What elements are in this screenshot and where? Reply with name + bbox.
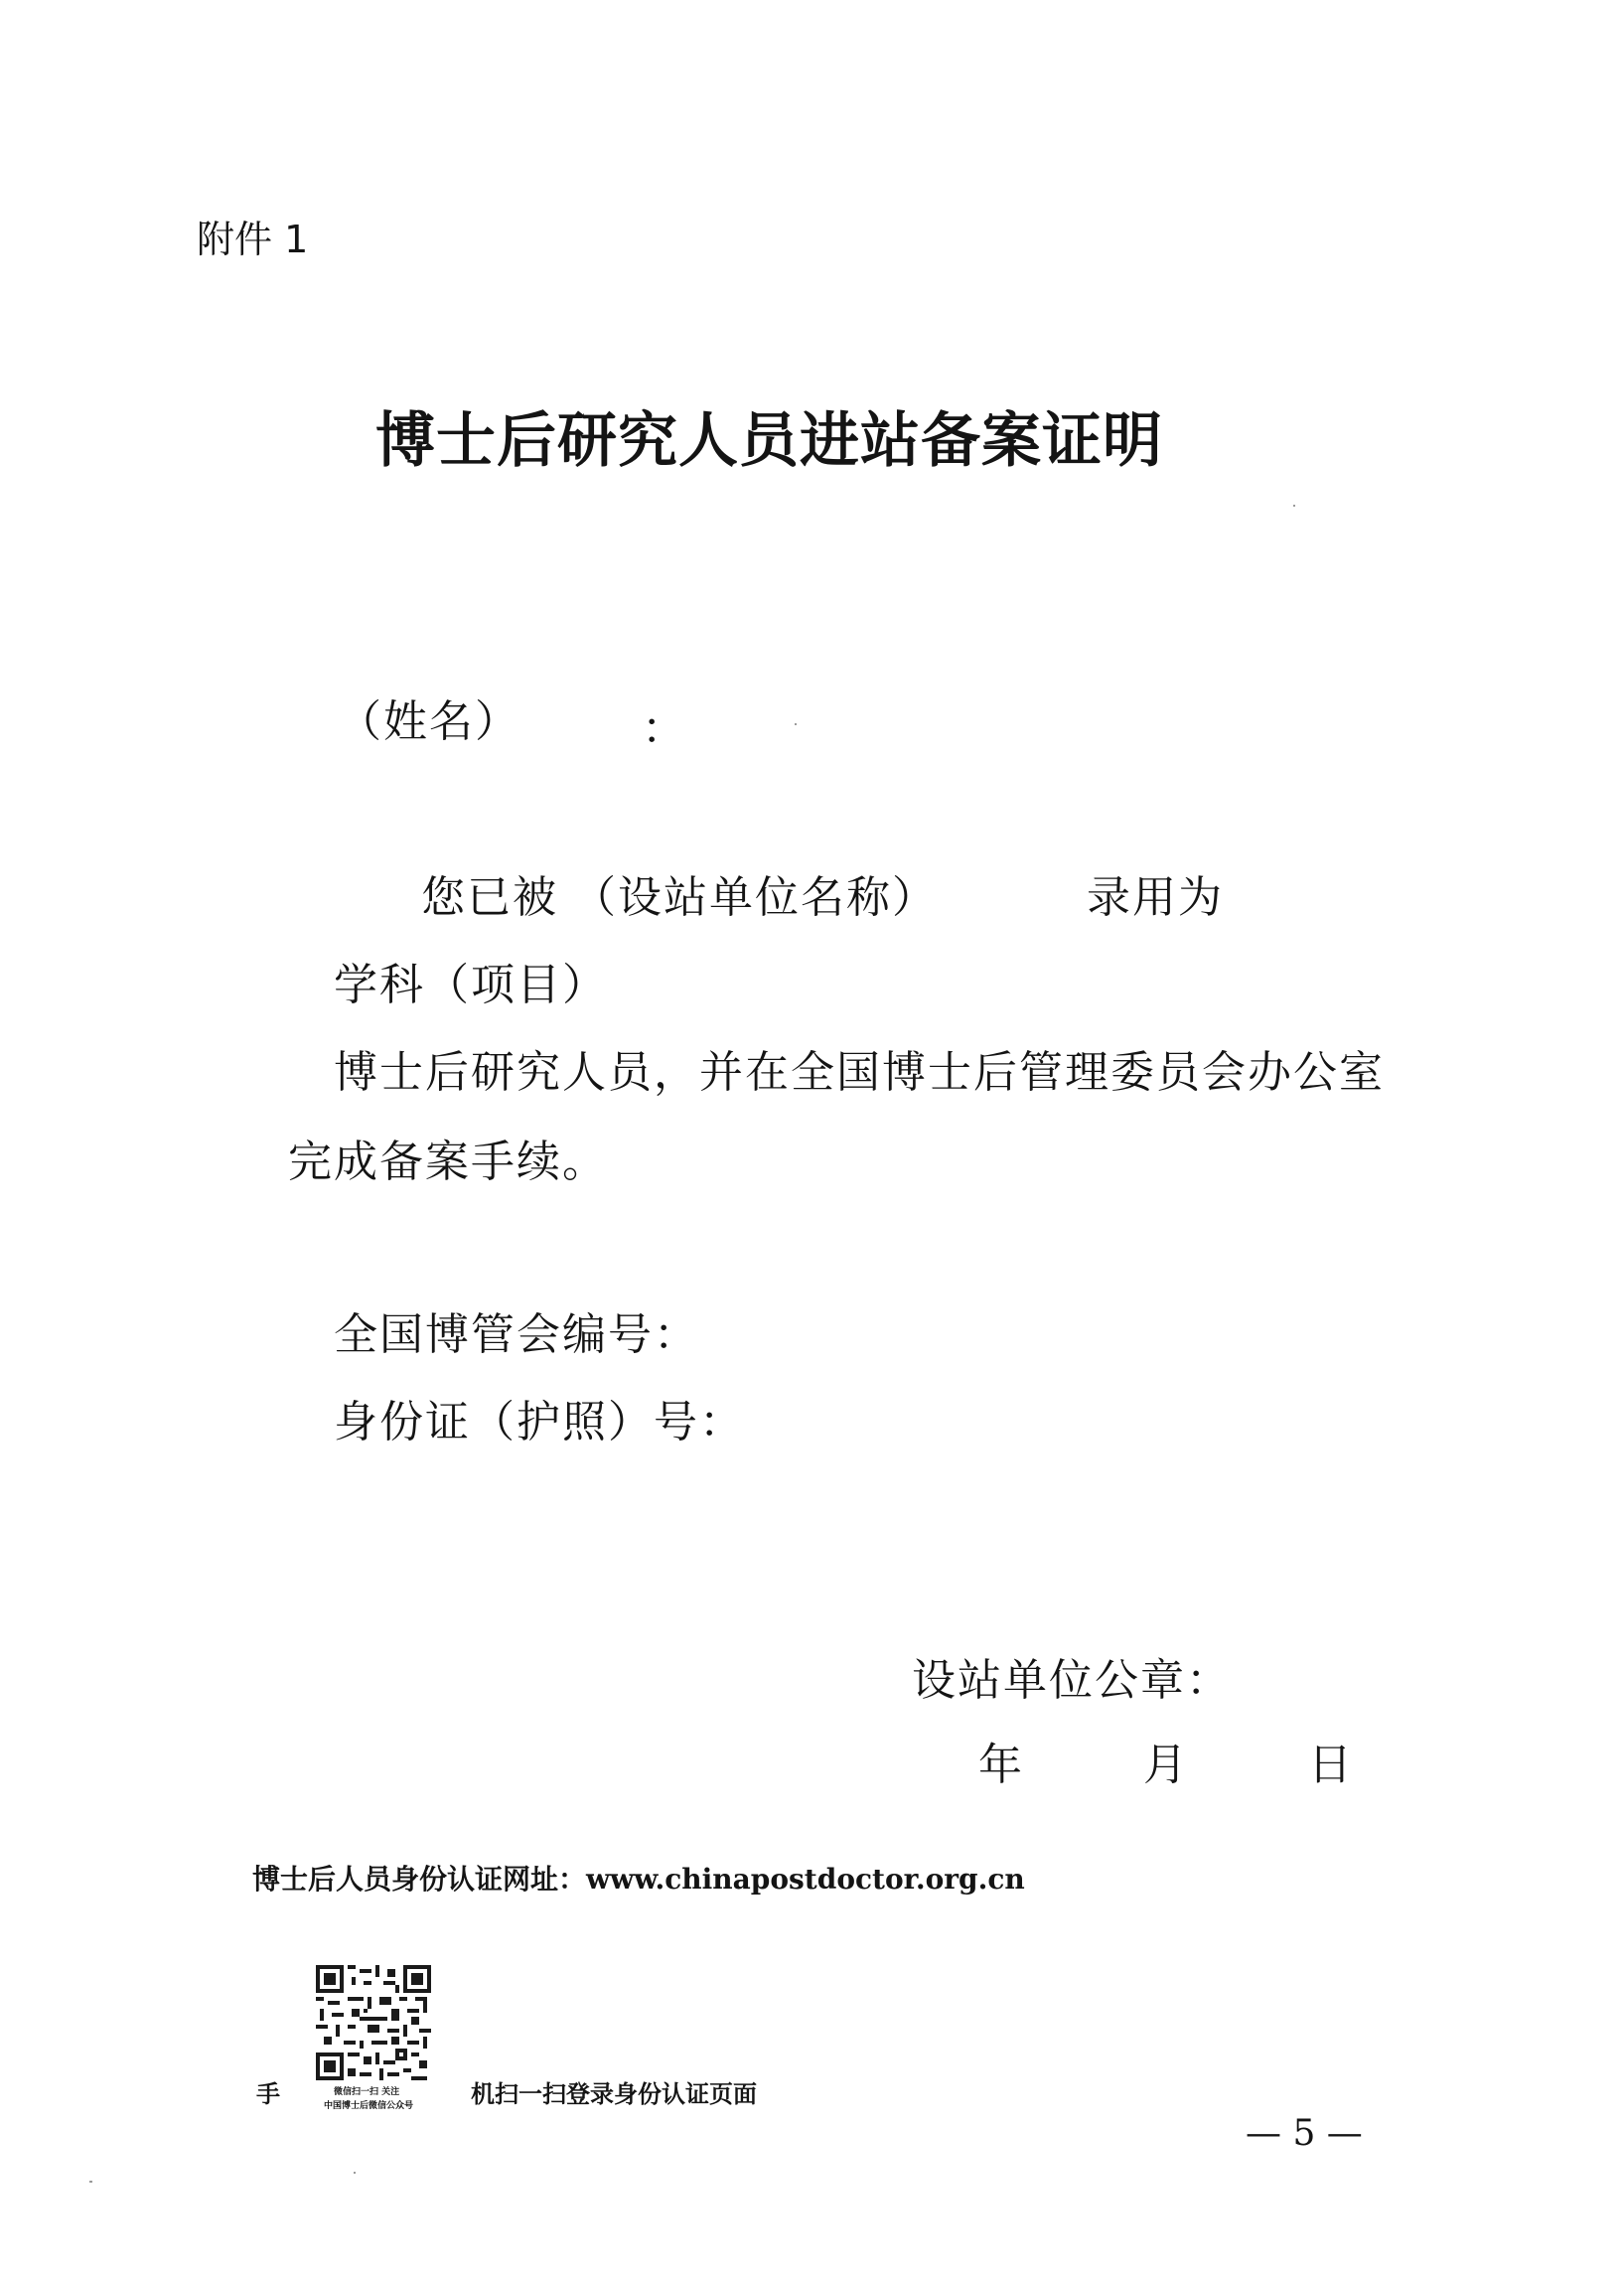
- qr-scan-prefix: 手: [256, 2079, 280, 2108]
- date-month: 月: [1143, 1740, 1189, 1790]
- date-line: [978, 1740, 1354, 1790]
- researcher-line: 博士后研究人员，并在全国博士后管理委员会办公室: [334, 1047, 1385, 1098]
- hired-prefix: 您已被: [421, 872, 558, 923]
- id-number-label: 身份证（护照）号：: [334, 1397, 745, 1447]
- auth-url-line: 博士后人员身份认证网址：www.chinapostdoctor.org.cn: [252, 1863, 1025, 1896]
- bgh-number-label: 全国博管会编号：: [334, 1309, 699, 1360]
- scan-speck: [354, 2172, 356, 2174]
- qr-caption-line2: 中国博士后微信公众号: [324, 2101, 414, 2111]
- qr-code-image: [316, 1965, 431, 2080]
- seal-label: 设站单位公章：: [912, 1655, 1232, 1706]
- qr-scan-suffix: 机扫一扫登录身份认证页面: [471, 2079, 757, 2108]
- document-title: 博士后研究人员进站备案证明: [375, 406, 1163, 476]
- name-colon: ：: [642, 703, 685, 754]
- hired-unit-placeholder: （设站单位名称）: [572, 872, 938, 923]
- hired-suffix: 录用为: [1087, 872, 1224, 923]
- completion-line: 完成备案手续。: [288, 1137, 608, 1187]
- qr-caption-line1: 微信扫一扫 关注: [334, 2087, 400, 2097]
- subject-line: 学科（项目）: [334, 960, 608, 1010]
- attachment-label: 附件 1: [197, 218, 309, 261]
- name-placeholder: （姓名）: [338, 696, 520, 747]
- date-day: 日: [1308, 1740, 1354, 1790]
- scan-speck: [89, 2181, 92, 2183]
- page-number: — 5 —: [1246, 2113, 1363, 2154]
- scan-speck: [1293, 505, 1295, 507]
- date-year: 年: [978, 1740, 1024, 1790]
- scan-speck: [795, 723, 797, 725]
